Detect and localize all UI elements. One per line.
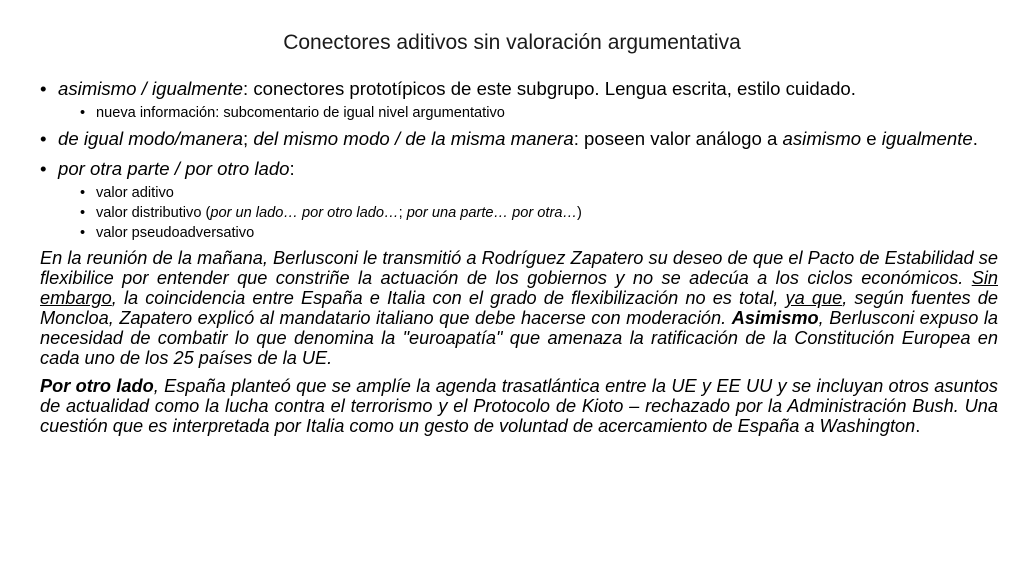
underlined-connector: ya que [785,287,843,308]
ref: igualmente [881,128,973,149]
sub-bullet: • valor aditivo [80,183,998,203]
para-text: En la reunión de la mañana, Berlusconi le transmitió a Rodríguez Zapatero su deseo de que el Pacto de Estabilidad se flexibilice por entender que constriñe la actuación de los gobiernos y no se adecúa a los ciclos económicos. [40,248,998,288]
bullet-asimismo [40,78,998,100]
separator: ; [243,128,254,149]
term: del mismo modo / de la misma manera [253,128,574,149]
sub-text: ) [577,205,582,221]
bold-connector: Asimismo [731,307,819,328]
underlined-connector: Sin embargo [40,267,998,308]
sub-text: ; [398,205,407,221]
sub-bullet: • nueva información: subcomentario de igual nivel argumentativo [80,103,998,123]
para-text: , España planteó que se amplíe la agenda trasatlántica entre la UE y EE UU y se incluyan otros asuntos de actualidad como la lucha contra el terrorismo y el Protocolo de Kioto – rechazado por la Administración Bush. Una cuestión que es interpretada por Italia como un gesto de voluntad de acercamiento de España a Washington [40,376,998,437]
term: por otra parte / por otro lado [58,158,290,179]
ref: asimismo [782,128,862,149]
example-paragraph-2 [40,377,998,437]
para-text: , la coincidencia entre España e Italia con el grado de flexibilización no es total, [111,287,786,308]
slide-title: Conectores aditivos sin valoración argumentativa [283,31,741,54]
sub-example: por un lado… por otro lado… [210,205,399,221]
example-paragraph-1 [40,249,998,368]
slide-body [40,78,998,437]
sub-text: valor distributivo ( [96,205,211,221]
bullet-text: : [289,158,295,179]
bullet-text: : poseen valor análogo a [573,128,783,149]
term: de igual modo/manera [58,128,244,149]
sub-example: por una parte… por otra… [406,205,578,221]
bold-connector: Por otro lado [40,376,154,397]
bullet-text: e [861,128,882,149]
para-text: , Berlusconi expuso la necesidad de combatir lo que denomina la "euroapatía" que amenaza la ratificación de la Constitución Europea en cada uno de los 25 países de la UE. [40,307,998,368]
term: asimismo / igualmente [58,78,243,99]
sub-bullet: • valor pseudoadversativo [80,223,998,243]
bullet-de-igual-modo [40,128,998,150]
bullet-text: . [972,128,978,149]
bullet-text: : conectores prototípicos de este subgrupo. Lengua escrita, estilo cuidado. [242,78,856,99]
para-end: . [915,416,921,437]
bullet-por-otra-parte [40,158,998,180]
sub-bullet [80,203,998,223]
para-text: , según fuentes de Moncloa, Zapatero explicó al mandatario italiano que debe hacerse con moderación. [40,287,998,328]
